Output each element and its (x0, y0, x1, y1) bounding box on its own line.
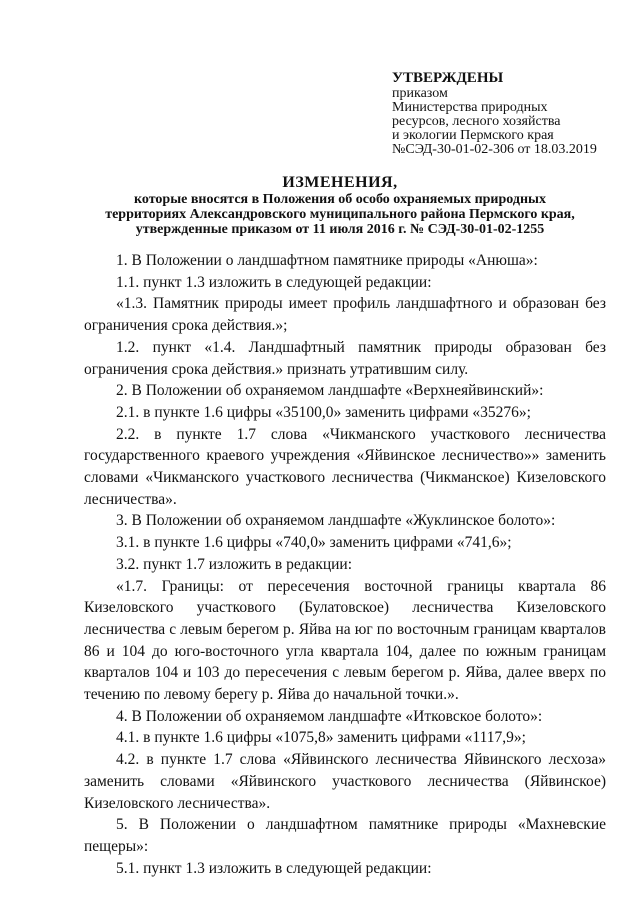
approval-line: ресурсов, лесного хозяйства (392, 114, 561, 129)
paragraph: 5. В Положении о ландшафтном памятнике природы «Махневские пещеры»: (84, 816, 606, 855)
paragraph: 2.1. в пункте 1.6 цифры «35100,0» заменить цифрами «35276»; (116, 403, 531, 421)
title-line: территориях Александровского муниципального района Пермского края, (105, 207, 575, 222)
approval-stamp (392, 70, 622, 157)
approval-line: №СЭД-30-01-02-306 от 18.03.2019 (392, 142, 597, 157)
title-main: ИЗМЕНЕНИЯ, (282, 174, 398, 191)
paragraph: 4.1. в пункте 1.6 цифры «1075,8» заменить цифрами «1117,9»; (116, 729, 526, 747)
paragraph: «1.7. Границы: от пересечения восточной границы квартала 86 Кизеловского участкового (Булатовское) лесничества Кизеловского лесничества с левым берегом р. Яйва на юг по восточным границам кварталов 86 и 104 до юго-восточного угла квартала 104, далее по южным границам кварталов 104 и 103 до пересечения с левым берегом р. Яйва, далее вверх по течению по левому берегу р. Яйва до начальной точки.». (84, 577, 606, 704)
approval-heading: УТВЕРЖДЕНЫ (392, 70, 504, 86)
paragraph: 2. В Положении об охраняемом ландшафте «Верхнеяйвинский»: (116, 382, 544, 400)
approval-line: и экологии Пермского края (392, 128, 554, 143)
paragraph: 5.1. пункт 1.3 изложить в следующей редакции: (116, 859, 432, 877)
document-title (60, 174, 620, 237)
approval-line: Министерства природных (392, 100, 548, 115)
title-line: утвержденные приказом от 11 июля 2016 г. № СЭД-30-01-02-1255 (135, 222, 545, 237)
paragraph: 3.2. пункт 1.7 изложить в редакции: (116, 555, 353, 573)
paragraph: 2.2. в пункте 1.7 слова «Чикманского участкового лесничества государственного краевого учреждения «Яйвинское лесничество»» заменить словами «Чикманского участкового лесничества (Чикманское) Кизеловского лесничества». (84, 425, 606, 508)
paragraph: 1. В Положении о ландшафтном памятнике природы «Анюша»: (116, 252, 538, 269)
paragraph: 3.1. в пункте 1.6 цифры «740,0» заменить цифрами «741,6»; (116, 534, 512, 552)
title-line: которые вносятся в Положения об особо охраняемых природных (134, 192, 546, 207)
paragraph: 1.2. пункт «1.4. Ландшафтный памятник природы образован без ограничения срока действия.» признать утратившим силу. (84, 338, 606, 378)
paragraph: 1.1. пункт 1.3 изложить в следующей редакции: (116, 273, 432, 291)
document-body (84, 250, 606, 879)
approval-line: приказом (392, 86, 448, 101)
paragraph: «1.3. Памятник природы имеет профиль ландшафтного и образован без ограничения срока действия.»; (84, 295, 606, 335)
paragraph: 3. В Положении об охраняемом ландшафте «Жуклинское болото»: (116, 512, 556, 530)
paragraph: 4. В Положении об охраняемом ландшафте «Итковское болото»: (116, 707, 543, 725)
paragraph: 4.2. в пункте 1.7 слова «Яйвинского лесничества Яйвинского лесхоза» заменить словами «Яйвинского участкового лесничества (Яйвинское) Кизеловского лесничества». (84, 751, 606, 812)
